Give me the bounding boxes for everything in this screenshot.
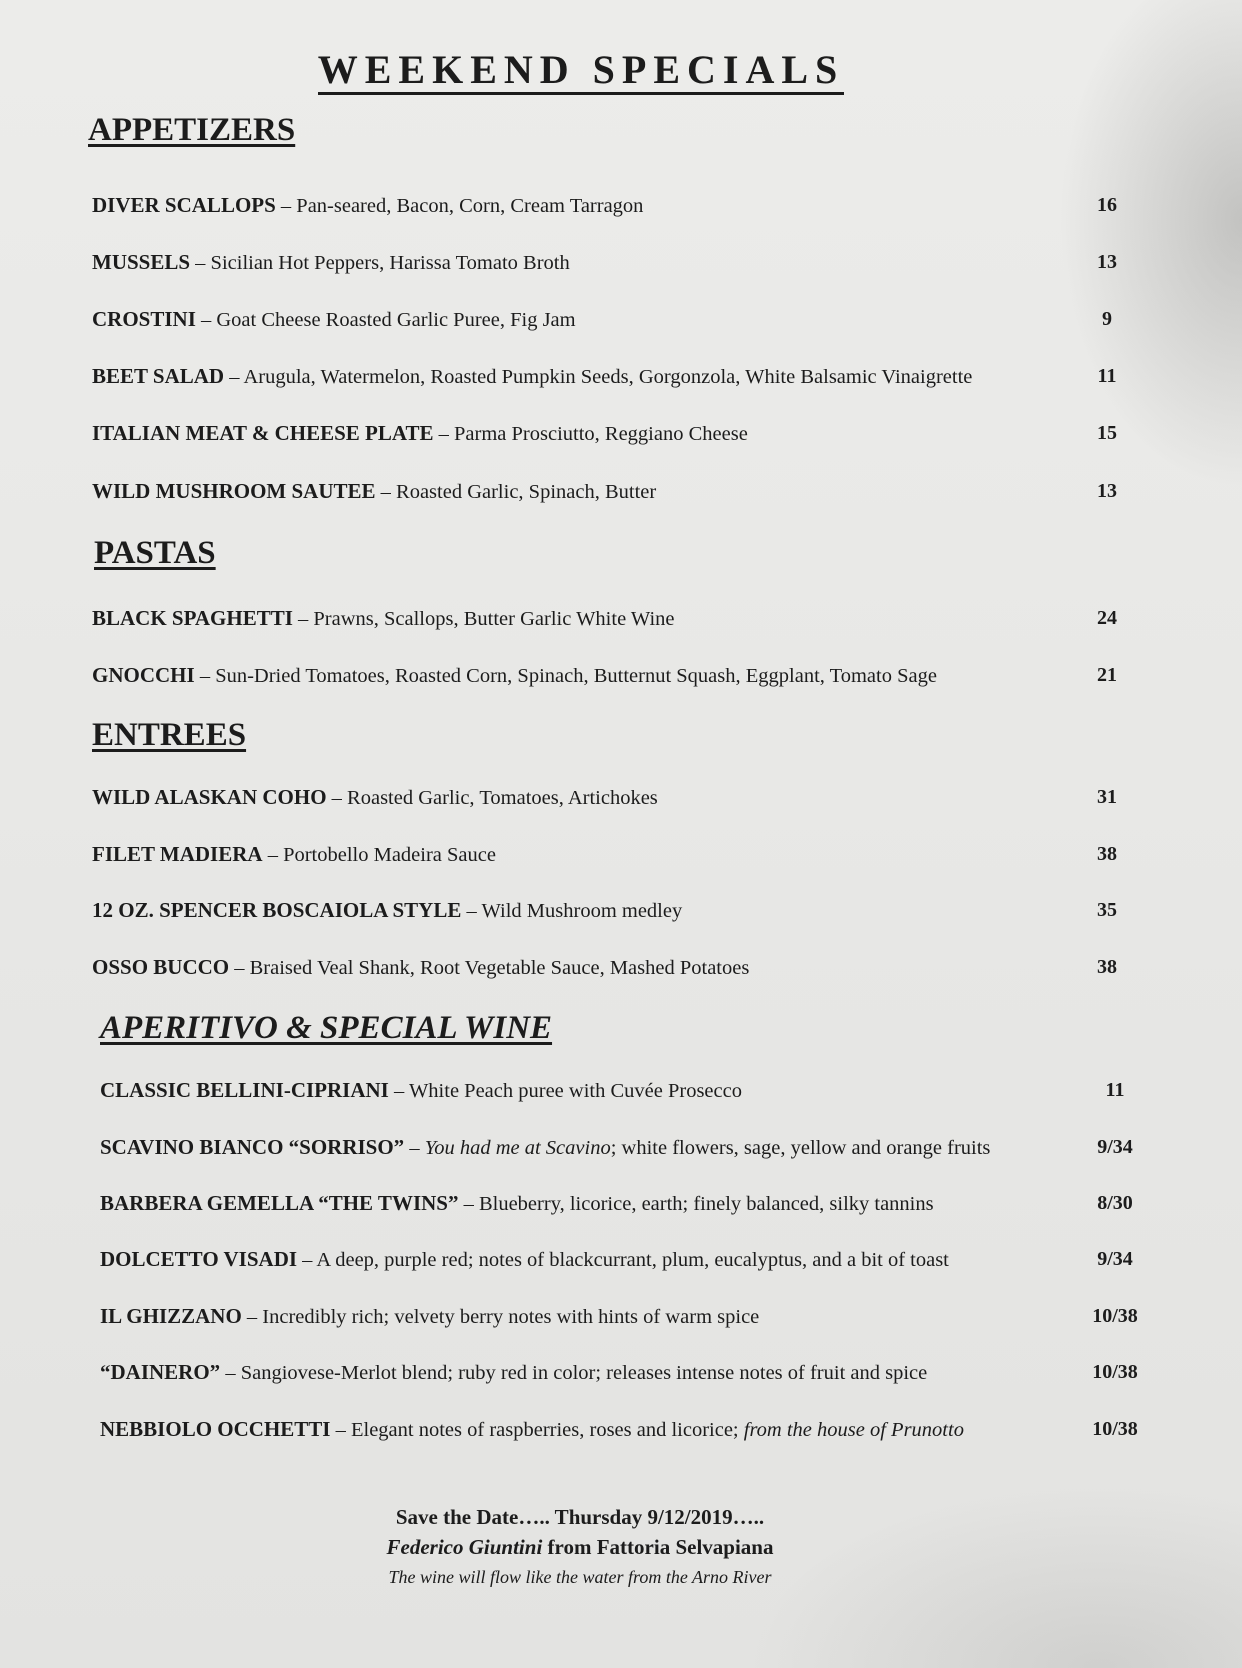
menu-item (92, 838, 1152, 870)
section-heading-entrees: ENTREES (92, 717, 247, 753)
item-name: CROSTINI (92, 307, 196, 331)
item-price: 16 (1097, 194, 1117, 216)
item-name: MUSSELS (92, 250, 191, 274)
item-price: 24 (1097, 607, 1117, 629)
section-heading-pastas: PASTAS (94, 535, 216, 571)
item-description: – Prawns, Scallops, Butter Garlic White Wine (292, 608, 675, 630)
event-guest (0, 1532, 1160, 1562)
footer-announcement (0, 1502, 1160, 1592)
item-description: – (404, 1137, 425, 1159)
item-name: DIVER SCALLOPS (92, 193, 276, 217)
menu-item (100, 1300, 1160, 1332)
item-description: – Parma Prosciutto, Reggiano Cheese (433, 423, 748, 445)
item-name: “DAINERO” (100, 1360, 221, 1384)
menu-item (92, 303, 1152, 335)
item-price: 9/34 (1097, 1136, 1133, 1158)
item-price: 10/38 (1092, 1305, 1138, 1327)
item-price: 10/38 (1092, 1418, 1138, 1440)
item-name: NEBBIOLO OCCHETTI (100, 1417, 331, 1441)
item-description: – Incredibly rich; velvety berry notes with hints of warm spice (241, 1306, 760, 1328)
item-name: GNOCCHI (92, 663, 195, 687)
item-description: – Roasted Garlic, Spinach, Butter (375, 481, 657, 503)
item-description: – A deep, purple red; notes of blackcurrant, plum, eucalyptus, and a bit of toast (297, 1249, 949, 1271)
section-heading-appetizers: APPETIZERS (88, 112, 296, 148)
item-description: – Roasted Garlic, Tomatoes, Artichokes (326, 787, 658, 809)
menu-item (92, 781, 1152, 813)
event-tagline: The wine will flow like the water from the Arno River (388, 1567, 772, 1587)
item-name: BARBERA GEMELLA “THE TWINS” (100, 1191, 459, 1215)
section-heading-wine: APERITIVO & SPECIAL WINE (100, 1010, 553, 1046)
item-description: – Sangiovese-Merlot blend; ruby red in color; releases intense notes of fruit and spice (220, 1362, 928, 1384)
item-name: 12 OZ. SPENCER BOSCAIOLA STYLE (92, 898, 462, 922)
item-description: – Braised Veal Shank, Root Vegetable Sauce, Mashed Potatoes (229, 957, 750, 979)
item-description: – Sicilian Hot Peppers, Harissa Tomato Broth (190, 252, 570, 274)
menu-item (92, 659, 1152, 691)
item-name: WILD ALASKAN COHO (92, 785, 327, 809)
item-description: – Wild Mushroom medley (461, 900, 683, 922)
menu-item (100, 1187, 1160, 1219)
guest-winery: from Fattoria Selvapiana (542, 1535, 774, 1559)
menu-item (100, 1413, 1160, 1445)
item-description: – White Peach puree with Cuvée Prosecco (388, 1080, 742, 1102)
item-name: OSSO BUCCO (92, 955, 230, 979)
item-description: – Blueberry, licorice, earth; finely balanced, silky tannins (458, 1193, 934, 1215)
item-name: DOLCETTO VISADI (100, 1247, 298, 1271)
item-price: 13 (1097, 251, 1117, 273)
item-price: 9/34 (1097, 1248, 1133, 1270)
item-price: 38 (1097, 843, 1117, 865)
item-description: – Goat Cheese Roasted Garlic Puree, Fig Jam (195, 309, 576, 331)
item-name: CLASSIC BELLINI-CIPRIANI (100, 1078, 389, 1102)
item-description: – Elegant notes of raspberries, roses and licorice; (330, 1419, 744, 1441)
item-description: – Sun-Dried Tomatoes, Roasted Corn, Spinach, Butternut Squash, Eggplant, Tomato Sage (194, 665, 937, 687)
item-price: 11 (1105, 1079, 1125, 1101)
menu-item (92, 246, 1152, 278)
menu-item (92, 360, 1152, 392)
menu-item (92, 475, 1152, 507)
item-description-italic: from the house of Prunotto (743, 1419, 964, 1441)
menu-item (92, 894, 1152, 926)
item-description: – Pan-seared, Bacon, Corn, Cream Tarragon (275, 195, 644, 217)
item-price: 11 (1097, 365, 1117, 387)
guest-name: Federico Giuntini (386, 1535, 543, 1559)
item-name: ITALIAN MEAT & CHEESE PLATE (92, 421, 434, 445)
item-price: 15 (1097, 422, 1117, 444)
item-name: SCAVINO BIANCO “SORRISO” (100, 1135, 405, 1159)
menu-item (92, 602, 1152, 634)
item-price: 21 (1097, 664, 1117, 686)
item-name: FILET MADIERA (92, 842, 263, 866)
item-price: 9 (1102, 308, 1112, 330)
menu-item (92, 189, 1152, 221)
item-price: 13 (1097, 480, 1117, 502)
item-description-italic: You had me at Scavino (424, 1137, 611, 1159)
item-price: 31 (1097, 786, 1117, 808)
item-price: 10/38 (1092, 1361, 1138, 1383)
save-the-date: Save the Date….. Thursday 9/12/2019….. (395, 1505, 765, 1529)
menu-item (100, 1131, 1160, 1163)
item-description: – Arugula, Watermelon, Roasted Pumpkin Seeds, Gorgonzola, White Balsamic Vinaigrette (224, 366, 973, 388)
item-name: IL GHIZZANO (100, 1304, 242, 1328)
item-description-rest: ; white flowers, sage, yellow and orange fruits (610, 1137, 991, 1159)
item-name: BLACK SPAGHETTI (92, 606, 293, 630)
item-name: WILD MUSHROOM SAUTEE (92, 479, 376, 503)
menu-item (92, 417, 1152, 449)
item-price: 38 (1097, 956, 1117, 978)
item-description: – Portobello Madeira Sauce (262, 844, 496, 866)
item-price: 8/30 (1097, 1192, 1133, 1214)
title-text: WEEKEND SPECIALS (318, 47, 845, 95)
menu-item (100, 1074, 1160, 1106)
page-title (0, 46, 1162, 93)
menu-item (100, 1243, 1160, 1275)
menu-item (100, 1356, 1160, 1388)
item-price: 35 (1097, 899, 1117, 921)
item-name: BEET SALAD (92, 364, 225, 388)
menu-item (92, 951, 1152, 983)
